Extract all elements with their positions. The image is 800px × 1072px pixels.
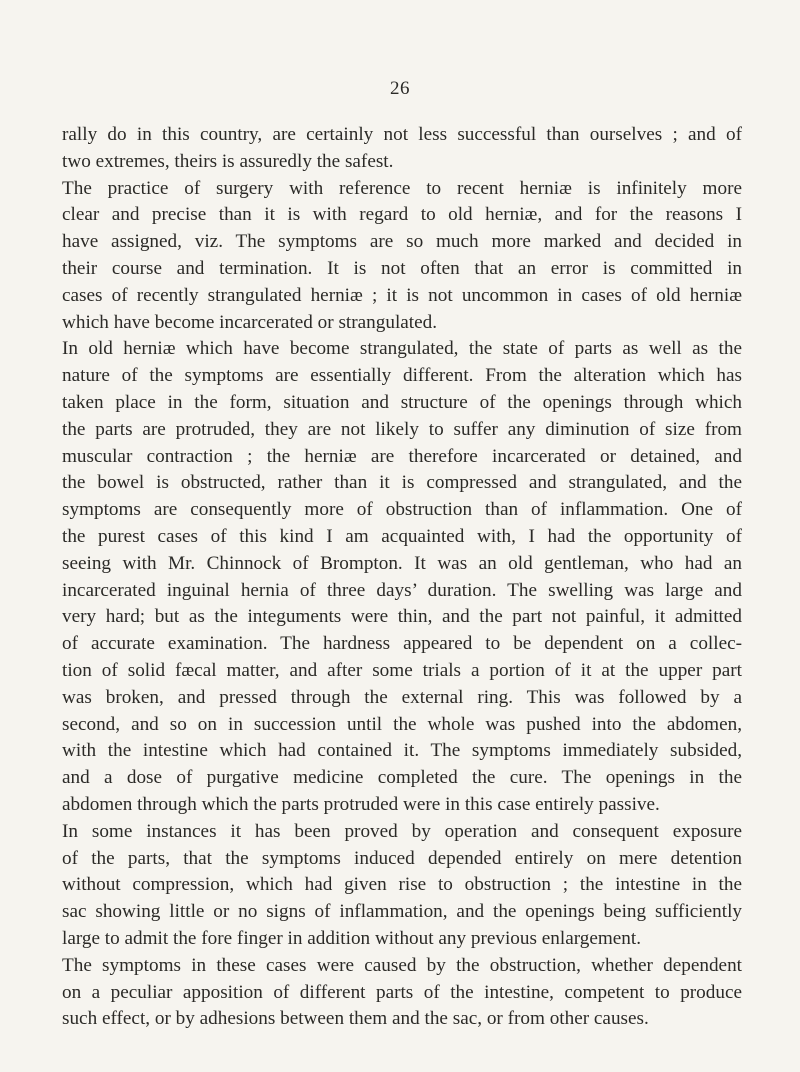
text-line: which have become incarcerated or strangulated. (62, 311, 438, 333)
text-line: with the intestine which had contained it. The symptoms immediately subsided, (62, 740, 742, 762)
body-text (62, 122, 742, 1033)
text-line: symptoms are consequently more of obstruction than of inflammation. One of (62, 499, 742, 521)
text-line: nature of the symptoms are essentially different. From the alteration which has (62, 365, 742, 387)
text-line: rally do in this country, are certainly not less successful than ourselves ; and of (62, 124, 742, 145)
text-line: taken place in the form, situation and structure of the openings through which (62, 391, 742, 413)
text-line: clear and precise than it is with regard to old herniæ, and for the reasons I (62, 204, 742, 226)
text-line: the parts are protruded, they are not likely to suffer any diminution of size from (62, 418, 742, 440)
text-line: of the parts, that the symptoms induced depended entirely on mere detention (62, 847, 742, 869)
text-line: In some instances it has been proved by operation and consequent exposure (62, 820, 742, 842)
text-line: muscular contraction ; the herniæ are therefore incarcerated or detained, and (62, 445, 742, 467)
text-line: have assigned, viz. The symptoms are so much more marked and decided in (62, 231, 742, 253)
text-line: cases of recently strangulated herniæ ; it is not uncommon in cases of old herniæ (62, 284, 742, 306)
text-line: the bowel is obstructed, rather than it is compressed and strangulated, and the (62, 472, 742, 494)
text-line: the purest cases of this kind I am acquainted with, I had the opportunity of (62, 525, 742, 547)
text-line: incarcerated inguinal hernia of three days’ duration. The swelling was large and (62, 579, 742, 601)
text-line: second, and so on in succession until the whole was pushed into the abdomen, (62, 713, 742, 735)
text-line: on a peculiar apposition of different parts of the intestine, competent to produce (62, 981, 742, 1003)
text-line: their course and termination. It is not often that an error is committed in (62, 257, 742, 279)
text-line: two extremes, theirs is assuredly the safest. (62, 150, 394, 172)
text-line: was broken, and pressed through the external ring. This was followed by a (62, 686, 742, 708)
text-line: abdomen through which the parts protruded were in this case entirely passive. (62, 793, 660, 815)
text-line: and a dose of purgative medicine completed the cure. The openings in the (62, 767, 742, 789)
text-line: such effect, or by adhesions between them and the sac, or from other causes. (62, 1008, 649, 1030)
text-line: large to admit the fore finger in addition without any previous enlargement. (62, 927, 642, 949)
text-line: The symptoms in these cases were caused by the obstruction, whether dependent (62, 954, 742, 976)
text-line: without compression, which had given rise to obstruction ; the intestine in the (62, 874, 742, 896)
text-line: tion of solid fæcal matter, and after some trials a portion of it at the upper part (62, 659, 742, 681)
text-line: of accurate examination. The hardness appeared to be dependent on a collec- (62, 633, 742, 655)
text-line: very hard; but as the integuments were thin, and the part not painful, it admitted (62, 606, 742, 628)
page-number: 26 (390, 78, 410, 99)
text-line: In old herniæ which have become strangulated, the state of parts as well as the (62, 338, 742, 360)
text-line: sac showing little or no signs of inflammation, and the openings being sufficiently (62, 901, 742, 923)
text-line: seeing with Mr. Chinnock of Brompton. It was an old gentleman, who had an (62, 552, 742, 574)
text-line: The practice of surgery with reference to recent herniæ is infinitely more (62, 177, 742, 199)
